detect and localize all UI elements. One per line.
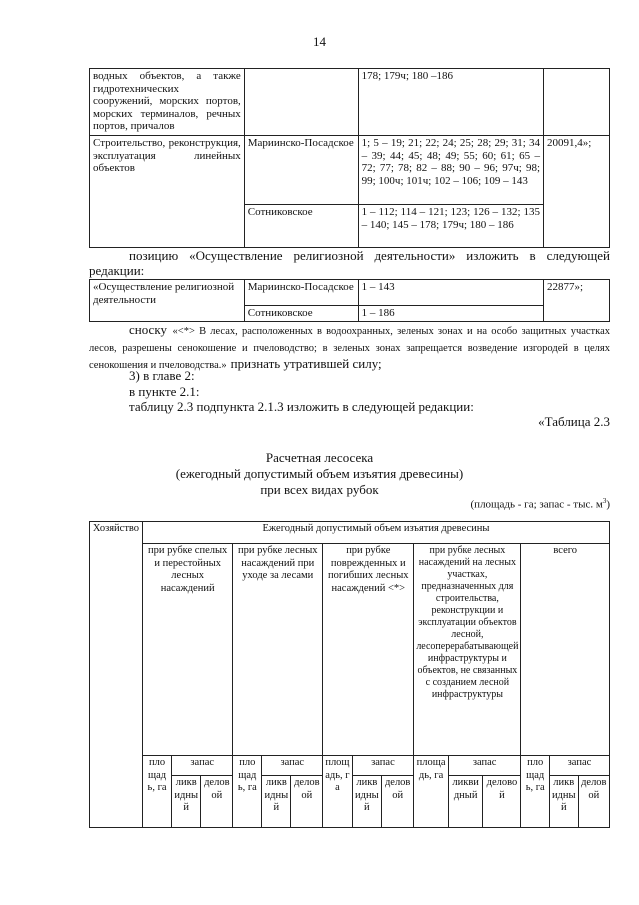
liquid-header: ликвидный [172, 776, 201, 828]
group-construction-header: при рубке лесных насаждений на лесных участках, предназначенных для строительства, реконструкции и эксплуатации объектов лесной, лесоперерабатывающей инфраструктуры и объектов, не связанных с созданием лесной инфраструктуры [414, 544, 521, 756]
religious-activity-table [89, 279, 610, 322]
header-row [90, 544, 610, 756]
position-instruction: позицию «Осуществление религиозной деятельности» изложить в следующей редакции: [89, 248, 610, 278]
footnote-tail: признать утратившей силу; [230, 356, 382, 371]
group-total-header: всего [521, 544, 610, 756]
area-header: площадь, га [323, 756, 352, 828]
liquid-header: ликвидный [352, 776, 381, 828]
stock-header: запас [448, 756, 521, 776]
item-point-2-1: в пункте 2.1: [129, 384, 200, 399]
forestry-cell: Сотниковское [244, 205, 358, 248]
farm-header: Хозяйство [90, 522, 143, 828]
item-table-2-3: таблицу 2.3 подпункта 2.1.3 изложить в следующей редакции: [129, 399, 474, 414]
forestry-cell [244, 69, 358, 136]
purpose-cell: «Осуществление религиозной деятельности [90, 280, 245, 322]
table-title-line3: при всех видах рубок [260, 482, 379, 497]
group-tending-header: при рубке лесных насаждений при уходе за лесами [233, 544, 323, 756]
footnote-text: «<*> В лесах, расположенных в водоохранных, зеленых зонах и на особо защитных участках лесов, разрешены сенокошение и пчеловодство; в зеленых зонах запрещается возведение изгородей в целях сенокошения и пчеловодства.» [89, 326, 610, 371]
quarters-cell: 178; 179ч; 180 –186 [358, 69, 543, 136]
table-title-line1: Расчетная лесосека [265, 450, 374, 465]
liquid-header: ликвидный [262, 776, 291, 828]
business-header: деловой [291, 776, 323, 828]
stock-header: запас [172, 756, 233, 776]
purpose-cell: водных объектов, а также гидротехнических сооружений, морских портов, морских терминалов, речных портов, причалов [90, 69, 245, 136]
table-row [90, 136, 610, 205]
area-cell: 20091,4»; [544, 136, 610, 248]
footnote-instruction [89, 322, 610, 373]
stock-header: запас [262, 756, 323, 776]
liquid-header: ликвидный [448, 776, 483, 828]
business-header: деловой [382, 776, 414, 828]
stock-header: запас [549, 756, 609, 776]
area-header: площадь, га [414, 756, 449, 828]
area-header: площадь, га [233, 756, 262, 828]
forestry-cell: Мариинско-Посадское [244, 280, 358, 306]
quarters-cell: 1; 5 – 19; 21; 22; 24; 25; 28; 29; 31; 34 – 39; 44; 45; 48; 49; 55; 60; 61; 65 – 72; 77; 78; 82 – 88; 90 – 96; 97ч; 98; 99; 100ч; 101ч; 102 – 106; 109 – 143 [358, 136, 543, 205]
quarters-cell: 1 – 143 [358, 280, 543, 306]
units-note: (площадь - га; запас - тыс. $м^3$) [470, 497, 610, 511]
business-header: деловой [483, 776, 521, 828]
quarters-cell: 1 – 186 [358, 306, 543, 322]
table-label: «Таблица 2.3 [538, 414, 610, 429]
area-cell [544, 69, 610, 136]
stock-header: запас [352, 756, 414, 776]
footnote-lead: сноску [129, 322, 167, 337]
header-row [90, 756, 610, 776]
land-use-table [89, 68, 610, 248]
area-header: площадь, га [142, 756, 171, 828]
table-row [90, 69, 610, 136]
liquid-header: ликвидный [549, 776, 578, 828]
business-header: деловой [201, 776, 233, 828]
area-header: площадь, га [521, 756, 549, 828]
area-cell: 22877»; [544, 280, 610, 322]
item-chapter-2: 3) в главе 2: [129, 368, 195, 383]
header-row [90, 522, 610, 544]
page-number: 14 [313, 34, 326, 49]
forestry-cell: Сотниковское [244, 306, 358, 322]
cutting-volume-table [89, 521, 610, 828]
group-mature-header: при рубке спелых и перестойных лесных насаждений [142, 544, 232, 756]
group-damaged-header: при рубке поврежденных и погибших лесных насаждений <*> [323, 544, 414, 756]
business-header: деловой [578, 776, 609, 828]
table-title-line2: (ежегодный допустимый объем изъятия древесины) [175, 466, 464, 481]
forestry-cell: Мариинско-Посадское [244, 136, 358, 205]
table-row [90, 280, 610, 306]
quarters-cell: 1 – 112; 114 – 121; 123; 126 – 132; 135 – 140; 145 – 178; 179ч; 180 – 186 [358, 205, 543, 248]
annual-volume-header: Ежегодный допустимый объем изъятия древесины [142, 522, 609, 544]
purpose-cell: Строительство, реконструкция, эксплуатация линейных объектов [90, 136, 245, 248]
